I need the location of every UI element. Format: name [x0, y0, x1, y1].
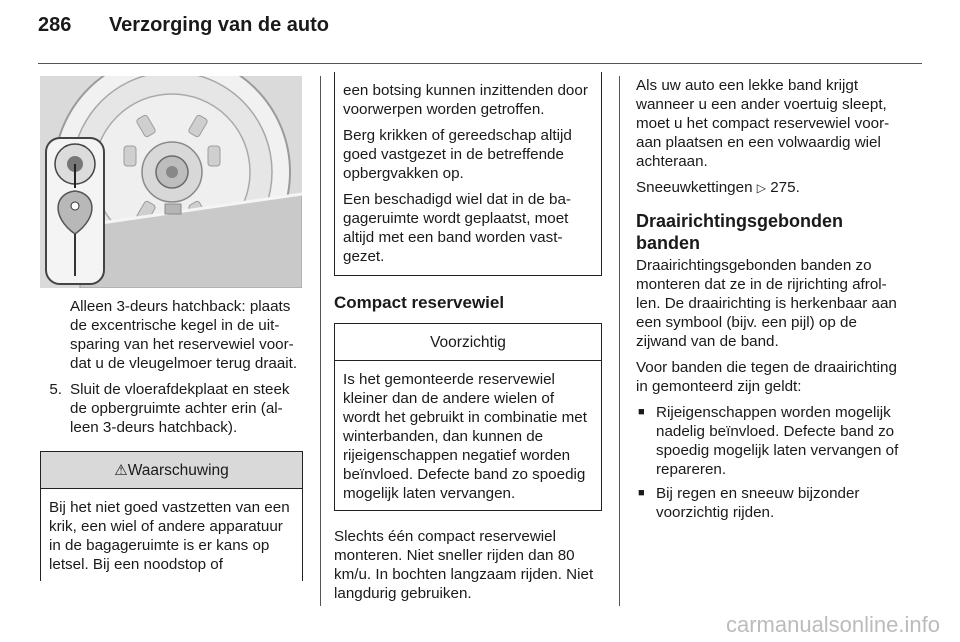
page-title: Verzorging van de auto [108, 14, 329, 36]
square-bullet-icon: ■ [638, 406, 645, 418]
figure-caption: Alleen 3-deurs hatchback: plaats de excentrische kegel in de uitsparing van het reservewiel voordat u de vleugelmoer terug draait. [70, 298, 298, 372]
caution-box [334, 323, 602, 511]
warning-box [40, 451, 303, 581]
page-header [38, 14, 329, 37]
section-heading-directional-tyres: Draairichtingsgebonden banden [636, 211, 844, 253]
list-item-text: Rijeigenschappen worden mogelijk nadelig beïnvloed. Defecte band zo spoedig mogelijk laten vervangen of repareren. [656, 404, 899, 478]
caution-title: Voorzichtig [335, 324, 601, 361]
column-2 [334, 72, 602, 610]
page-ref: 275. [770, 179, 800, 196]
column-divider [619, 76, 620, 606]
snow-chains-text: Sneeuwkettingen [636, 179, 753, 196]
snow-chains-reference [636, 178, 902, 198]
warning-box-continued [334, 72, 602, 276]
warning-triangle-icon: ⚠ [114, 462, 128, 479]
column-divider [320, 76, 321, 606]
header-rule [38, 63, 922, 64]
list-item-text: Bij regen en sneeuw bijzonder voorzichtig rijden. [656, 485, 860, 521]
list-item [636, 484, 902, 522]
paragraph: Slechts één compact reservewiel monteren. Niet sneller rijden dan 80 km/u. In bochten langzaam rijden. Niet langdurig gebruiken. [334, 528, 594, 602]
spare-wheel-figure [40, 76, 302, 288]
warning-paragraph: een botsing kunnen inzittenden door voorwerpen worden getroffen. [343, 82, 588, 118]
section-heading-compact-spare: Compact reservewiel [334, 293, 505, 312]
page-reference-arrow-icon: ▷ [756, 181, 766, 195]
spare-wheel-illustration [40, 76, 302, 288]
page-number: 286 [38, 14, 72, 36]
square-bullet-icon: ■ [638, 487, 645, 499]
warning-title: Waarschuwing [127, 462, 229, 479]
caution-text: Is het gemonteerde reservewiel kleiner dan de andere wielen of wordt het gebruikt in combinatie met winterbanden, dan kunnen de rijeigenschappen negatief worden beïnvloed. Defecte band zo spoedig mogelijk laten vervangen. [343, 371, 587, 502]
paragraph: Als uw auto een lekke band krijgt wanneer u een ander voertuig sleept, moet u het compact reservewiel vooraan plaatsen en een volwaardig wiel achteraan. [636, 77, 890, 170]
step-text: Sluit de vloerafdekplaat en steek de opbergruimte achter erin (alleen 3-deurs hatchback). [70, 381, 290, 436]
watermark: carmanualsonline.info [725, 612, 940, 637]
step-5 [40, 380, 303, 437]
warning-paragraph: Een beschadigd wiel dat in de bagageruimte wordt geplaatst, moet altijd met een band worden vastgezet. [343, 191, 571, 265]
paragraph: Voor banden die tegen de draairichting in gemonteerd zijn geldt: [636, 359, 897, 395]
step-number: 5. [49, 381, 62, 398]
warning-paragraph: Berg krikken of gereedschap altijd goed vastgezet in de betreffende opbergvakken op. [343, 127, 572, 182]
column-1 [40, 76, 303, 581]
list-item [636, 403, 902, 479]
column-3 [636, 76, 902, 527]
warning-header [41, 452, 302, 489]
paragraph: Draairichtingsgebonden banden zo monteren dat ze in de rijrichting afrollen. De draairichting is herkenbaar aan een symbool (bijv. een pijl) op de zijwand van de band. [636, 257, 897, 350]
warning-text: Bij het niet goed vastzetten van een krik, een wiel of andere apparatuur in de bagageruimte is er kans op letsel. Bij een noodstop of [49, 499, 290, 573]
